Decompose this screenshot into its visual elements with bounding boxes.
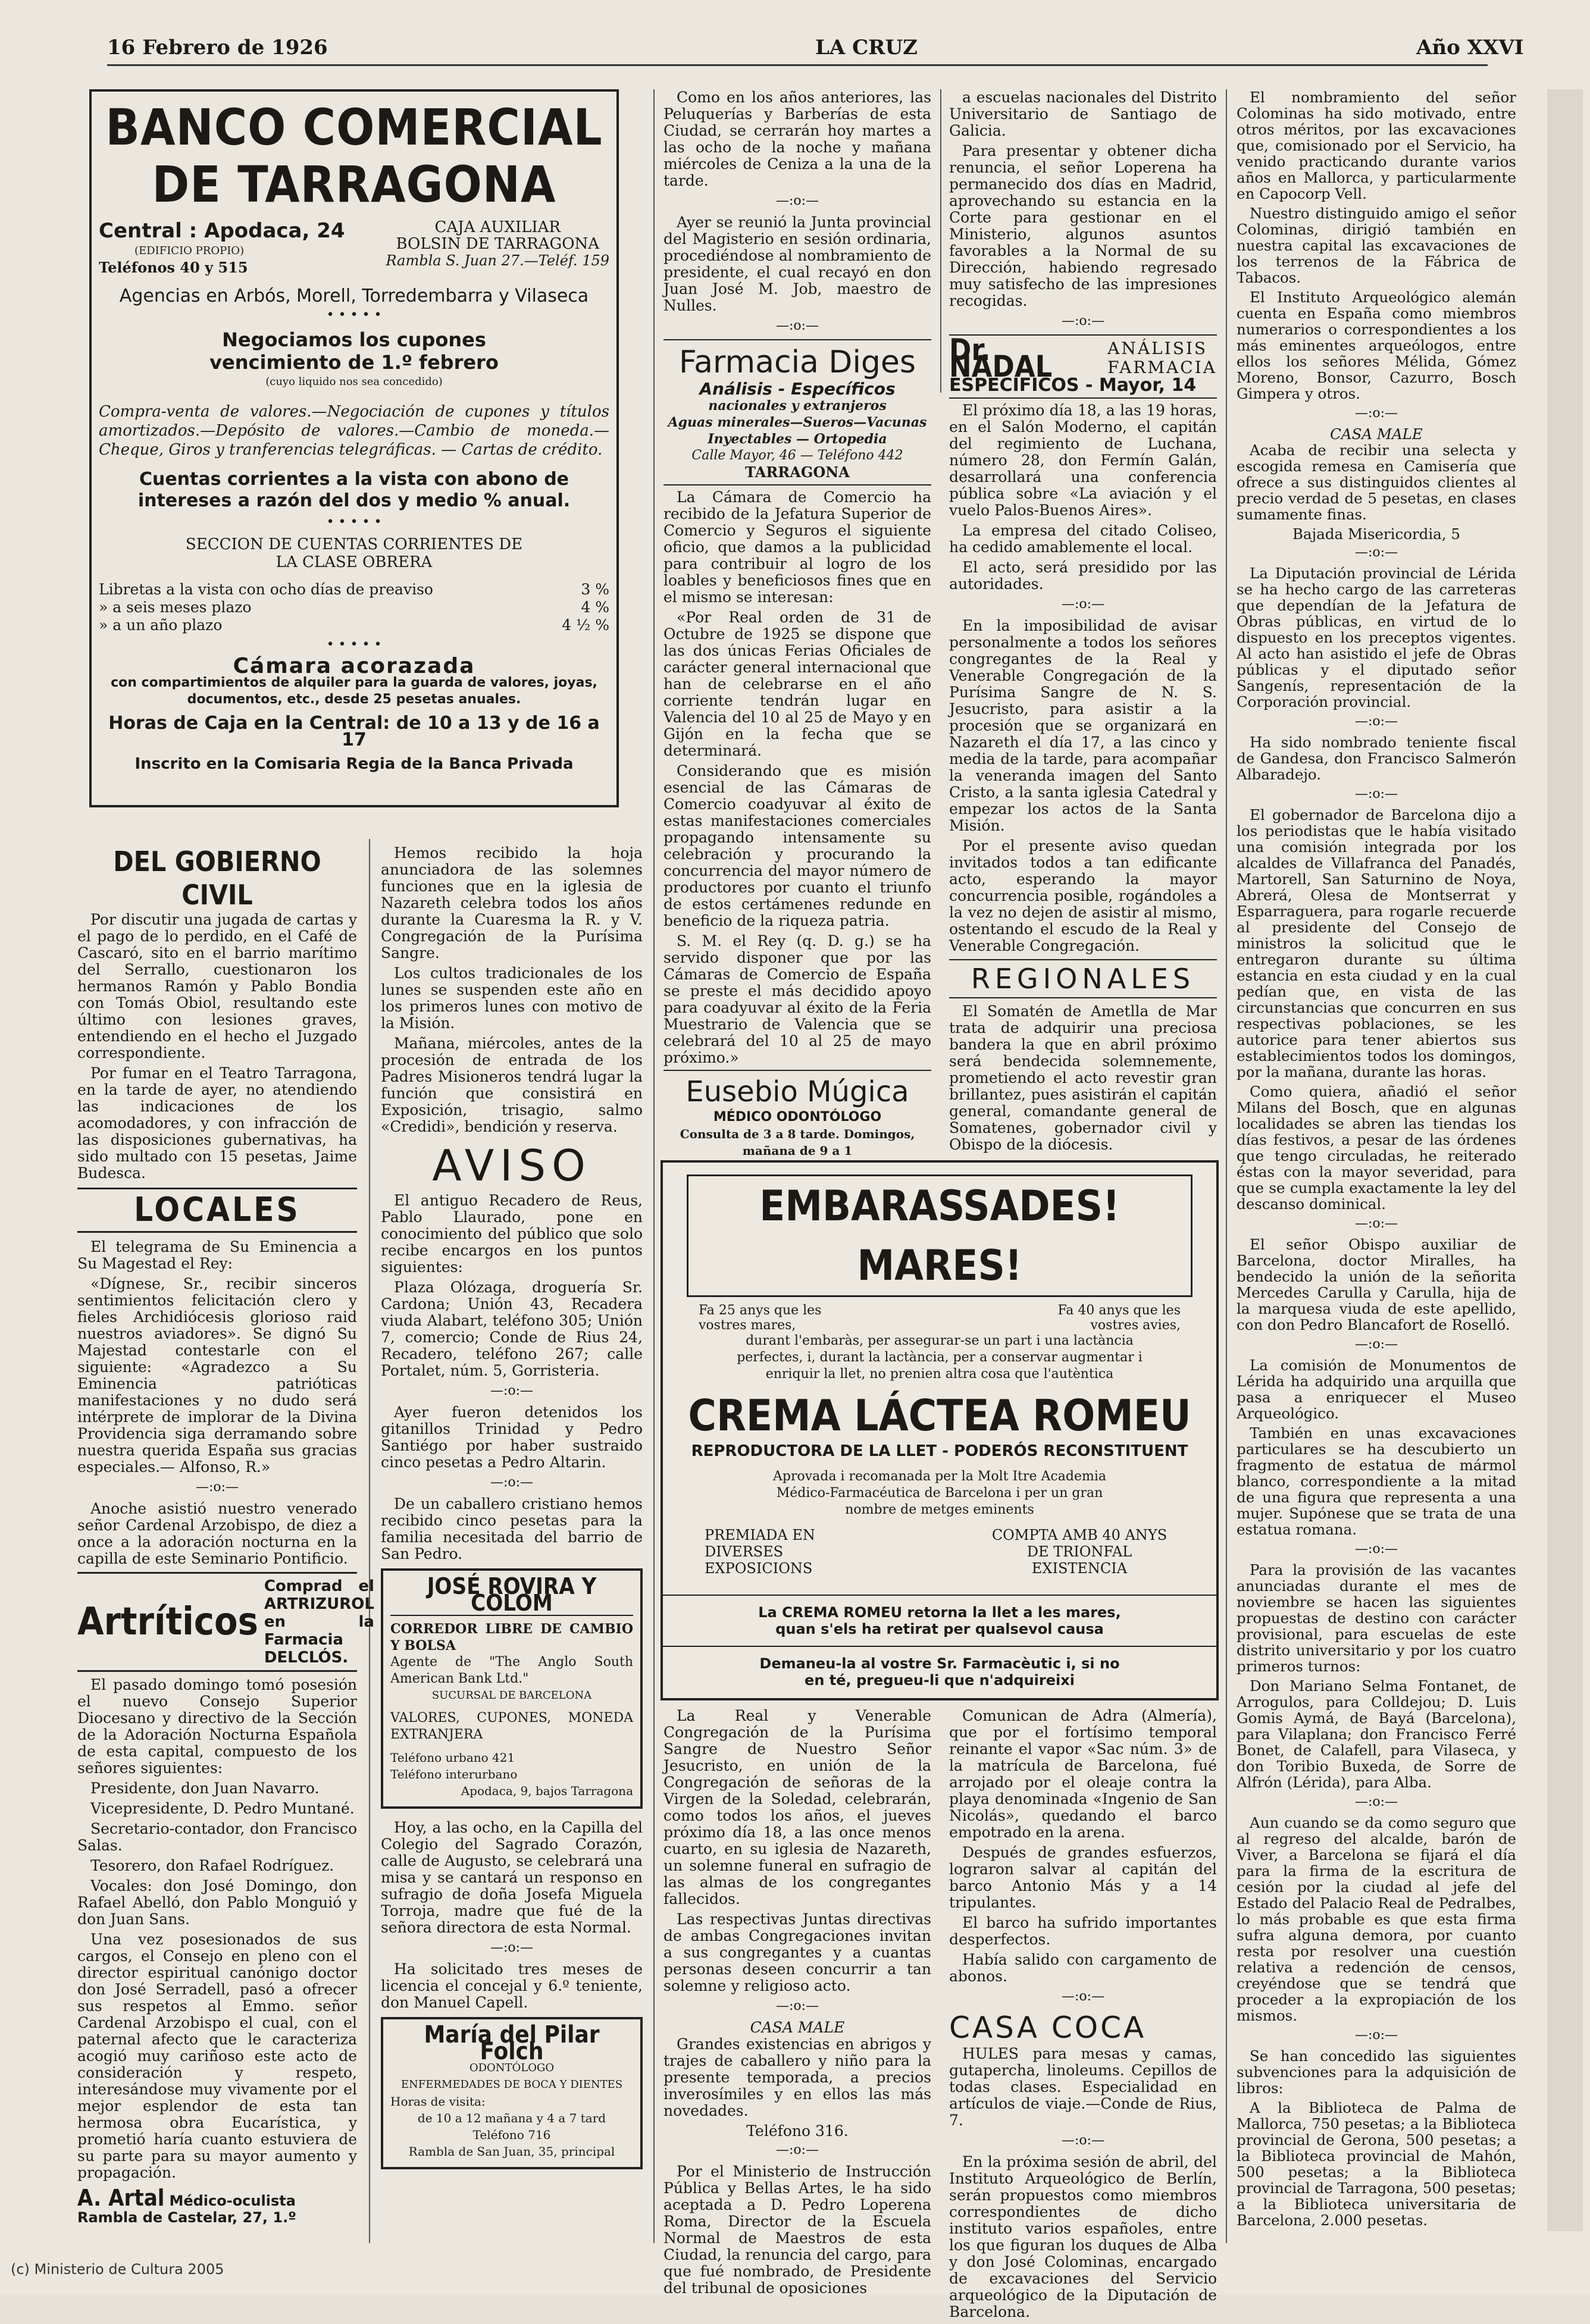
- crema-demaneu: Demaneu-la al vostre Sr. Farmacèutic i, si no en té, pregueu-li que n'adquireixi: [663, 1646, 1216, 1697]
- mugica-line1: MÉDICO ODONTÓLOGO: [713, 1110, 882, 1125]
- pilar-line6: Rambla de San Juan, 35, principal: [408, 2144, 615, 2159]
- col2-p8: Hoy, a las ocho, en la Capilla del Colegio del Sagrado Corazón, calle de Augusto, se celebrará una misa y se cantará un responso en sufragio de doña Josefa Miguela Torroja, madre que fué de la señora directora de esta Normal.: [381, 1819, 643, 1936]
- col3-p4: «Por Real orden de 31 de Octubre de 1925 se dispone que las dos únicas Ferias Oficiales de carácter general internacional que han de celebrarse en el año corriente tendrán lugar en Valencia del 10 al 25 de Mayo y en Gijón en la fecha que se determinará.: [663, 609, 931, 759]
- crema-subtitle: REPRODUCTORA DE LA LLET - PODERÓS RECONSTITUENT: [691, 1442, 1188, 1460]
- col5-p12: Para la provisión de las vacantes anunciadas durante el mes de noviembre se hacen las siguientes propuestas de destino con carácter provisional, para escuelas de este distrito universitario y por los cuatro primeros turnos:: [1237, 1561, 1516, 1675]
- casa-male-heading: CASA MALE: [750, 2019, 845, 2036]
- locales-p3: Anoche asistió nuestro venerado señor Cardenal Arzobispo, de diez a once a la adoración nocturna en la capilla de este Seminario Pontificio.: [77, 1500, 357, 1567]
- bank-ad: BANCO COMERCIAL DE TARRAGONA Central : Apodaca, 24 (EDIFICIO PROPIO) Teléfonos 40 y 515 CAJA AUXILIAR BOLSIN DE TARRAGONA Rambla S. Juan 27.—Teléf. 159 Agencias en Arbós, Morell, Torredembarra y Vilaseca • • • • • Negociamos los cupones vencimiento de 1.º febrero (cuyo liquido nos sea concedido) Compra-venta de valores.—Negociación de cupones y títulos amortizados.—Depósito de valores.—Cambio de moneda.—Cheque, Giros y tranferencias telegráficas. — Cartas de crédito. Cuentas corrientes a la vista con abono de intereses a razón del dos y medio % anual. • • • • • SECCION DE CUENTAS CORRIENTES DE LA CLASE OBRERA Libretas a la vista con ocho días de preaviso 3 % » a seis meses plazo 4 % » a un año plazo 4 ½ % • • • • • Cámara acorazada con compartimientos de alquiler para la guarda de valores, joyas, documentos, etc., desde 25 pesetas anuales. Horas de Caja en la Central: de 10 a 13 y de 16 a 17 Inscrito en la Comisaria Regia de la Banca Privada: [89, 89, 619, 818]
- artriticos-title: Artríticos: [77, 1600, 258, 1644]
- nadal-line3: ESPECÍFICOS - Mayor, 14: [949, 375, 1197, 396]
- col4-p1: a escuelas nacionales del Distrito Universitario de Santiago de Galicia.: [949, 89, 1217, 139]
- consejo-p3: Vicepresidente, D. Pedro Muntané.: [90, 1800, 355, 1817]
- col3-p5: Considerando que es misión esencial de las Cámaras de Comercio coadyuvar al éxito de estas manifestaciones comerciales propagando intensamente su celebración y procurando la concurrencia del mayor número de productores por cuanto el triunfo de estos certámenes redunde en beneficio de la riqueza patria.: [663, 762, 931, 929]
- casa-coca-title: CASA COCA: [949, 2010, 1147, 2045]
- libreta-seis-meses: » a seis meses plazo: [99, 599, 252, 616]
- bank-operaciones: Compra-venta de valores.—Negociación de cupones y títulos amortizados.—Depósito de valores.—Cambio de moneda.—Cheque, Giros y tranferencias telegráficas. — Cartas de crédito.: [99, 403, 609, 459]
- col4b-p3: El barco ha sufrido importantes desperfectos.: [949, 1914, 1217, 1948]
- col4-p8: El Somatén de Ametlla de Mar trata de adquirir una preciosa bandera la que en abril próximo será bendecida solemnemente, prometiendo el acto revestir gran brillantez, pues asistirán el capitán general, comandante general de Somatenes, gobernador civil y Obispo de la diócesis.: [949, 1003, 1217, 1153]
- locales-p2: «Dígnese, Sr., recibir sinceros sentimientos felicitación clero y fieles Archidiócesis glorioso raid nuestros aviadores». Se dignó Su Majestad contestarle con el siguiente: «Agradezco a Su Eminencia patrióticas manifestaciones y no dudo será intérprete de implorar de la Divina Providencia siga derramando sobre nuestra querida España sus gracias especiales.— Alfonso, R.»: [77, 1275, 357, 1476]
- locales-p1: El telegrama de Su Eminencia a Su Magestad el Rey:: [77, 1238, 357, 1272]
- col2-p7: De un caballero cristiano hemos recibido cinco pesetas para la familia necesitada del barrio de San Pedro.: [381, 1495, 643, 1562]
- col5-p15: Se han concedido las siguientes subvenciones para la adquisición de libros:: [1237, 2047, 1516, 2097]
- crema-right: Fa 40 anys que les vostres avies,: [1057, 1303, 1181, 1333]
- mugica-title: Eusebio Múgica: [686, 1075, 909, 1108]
- rovira-ad: [381, 1568, 643, 1809]
- adjacent-page-edge: [1547, 89, 1583, 2231]
- pilar-ad: [381, 2017, 643, 2169]
- farmacia-diges-title: Farmacia Diges: [679, 344, 916, 380]
- col3b-p2: Las respectivas Juntas directivas de ambas Congregaciones invitan a sus congregantes y a cuantas personas deseen concurrir a tan solemne y religioso acto.: [663, 1910, 931, 1994]
- column-2: Hemos recibido la hoja anunciadora de las solemnes funciones que en la iglesia de Nazareth celebra todos los años durante la Cuaresma la R. y V. Congregación de la Purísima Sangre. Los cultos tradicionales de los lunes se suspenden este año en los primeros lunes con motivo de la Misión. Mañana, miércoles, antes de la procesión de entrada de los Padres Misioneros tendrá lugar la función que consistirá en Exposición, trisagio, salmo «Credidi», bendición y reserva. AVISO El antiguo Recadero de Reus, Pablo Llaurado, pone en conocimiento del público que solo recibe encargos en los puntos siguientes: Plaza Olózaga, droguería Sr. Cardona; Unión 43, Recadera viuda Alabart, teléfono 305; Unión 7, comercio; Conde de Rius 24, Recadero, teléfono 267; calle Portalet, núm. 5, Gorristeria. —:o:— Ayer fueron detenidos los gitanillos Trinidad y Pedro Santiégo por haber sustraido cinco pesetas a Pedro Altarin. —:o:— De un caballero cristiano hemos recibido cinco pesetas para la familia necesitada del barrio de San Pedro. JOSÉ ROVIRA Y COLOM CORREDOR LIBRE DE CAMBIO Y BOLSA Agente de "The Anglo South American Bank Ltd." SUCURSAL DE BARCELONA VALORES, CUPONES, MONEDA EXTRANJERA Teléfono urbano 421 Teléfono interurbano Apodaca, 9, bajos Tarragona Hoy, a las ocho, en la Capilla del Colegio del Sagrado Corazón, calle de Augusto, se celebrará una misa y se cantará un responso en sufragio de doña Josefa Miguela Torroja, madre que fué de la señora directora de esta Normal. —:o:— Ha solicitado tres meses de licencia el concejal y 6.º teniente, don Manuel Capell. María del Pilar Folch ODONTÓLOGO ENFERMEDADES DE BOCA Y DIENTES Horas de visita: de 10 a 12 mañana y 4 a 7 tard Teléfono 716 Rambla de San Juan, 35, principal: [381, 845, 643, 2180]
- col5-p7: El gobernador de Barcelona dijo a los periodistas que le había visitado una comisión integrada por los alcaldes de Villafranca del Panadés, Martorell, San Saturnino de Noya, Abrerá, Olesa de Montserrat y Esparraguera, para rogarle recuerde al presidente del Consejo de ministros la solicitud que le entregaron durante su última estancia en esta ciudad y en la cual pedían que, en vista de las circunstancias que concurren en sus respectivas poblaciones, se les autorice para tener abiertos sus establecimientos todos los domingos, por la mañana, durante las horas.: [1237, 806, 1516, 1080]
- column-divider: [653, 89, 655, 2243]
- nadal-title: Dr. NADAL: [949, 333, 1053, 384]
- col2-p4: El antiguo Recadero de Reus, Pablo Llaurado, pone en conocimiento del público que solo recibe encargos en los puntos siguientes:: [381, 1192, 643, 1276]
- col4-p7: Por el presente aviso quedan invitados todos a tan edificante acto, esperando la mayor concurrencia posible, rogándoles a la vez no dejen de asistir al mismo, ostentando el escudo de la Real y Venerable Congregación.: [949, 837, 1217, 954]
- libreta-seis-meses-rate: 4 %: [581, 599, 609, 616]
- crema-premiada: PREMIADA EN DIVERSES EXPOSICIONS: [705, 1527, 815, 1577]
- bank-cupones: Negociamos los cupones vencimiento de 1.º febrero: [209, 328, 499, 374]
- header-date: 16 Febrero de 1926: [107, 36, 328, 59]
- bank-central: Central : Apodaca, 24: [99, 219, 345, 243]
- bank-cuentas: Cuentas corrientes a la vista con abono de intereses a razón del dos y medio % anual.: [137, 469, 571, 511]
- locales-heading: LOCALES: [134, 1191, 301, 1229]
- col5-p10: La comisión de Monumentos de Lérida ha adquirido una arquilla que pasa a enriquecer el Museo Arqueológico.: [1237, 1357, 1516, 1422]
- column-4-lower: Comunican de Adra (Almería), que por el fortísimo temporal reinante el vapor «Sac núm. 3» de la matrícula de Barcelona, fué arrojado por el oleaje contra la playa denominada «Ingenio de San Nicolás», quedando el barco empotrado en la arena. Después de grandes esfuerzos, lograron salvar al capitán del barco Antonio Más y a 14 tripulantes. El barco ha sufrido importantes desperfectos. Había salido con cargamento de abonos. —:o:— CASA COCA HULES para mesas y camas, gutapercha, linoleums. Cepillos de todas clases. Especialidad en artículos de viaje.—Conde de Rius, 7. —:o:— En la próxima sesión de abril, del Instituto Arqueológico de Berlín, serán propuestos como miembros correspondientes de dicho instituto varios españoles, entre los que figuran los duques de Alba y don José Colominas, encargado de excavaciones del Servicio arqueológico de la Diputación de Barcelona.: [949, 1707, 1217, 2320]
- col3-p2: Ayer se reunió la Junta provincial del Magisterio en sesión ordinaria, procediéndose al nombramiento de presidente, el cual recayó en don Juan José M. Job, maestro de Nulles.: [663, 214, 931, 314]
- col3-p1: Como en los años anteriores, las Peluquerías y Barberías de esta Ciudad, se cerrarán hoy martes a las ocho de la noche y mañana miércoles de Ceniza a la una de la tarde.: [663, 89, 931, 189]
- col5-p11: También en unas excavaciones particulares se ha descubierto un fragmento de estatua de mármol blanco, correspondiente a la mitad de una figura que representa a una mujer. Supónese que se trata de una estatua romana.: [1237, 1424, 1516, 1538]
- col3b-telefono: Teléfono 316.: [746, 2122, 849, 2140]
- column-4: a escuelas nacionales del Distrito Universitario de Santiago de Galicia. Para presentar y obtener dicha renuncia, el señor Loperena ha permanecido dos días en Madrid, aprovechando su estancia en la Corte para gestionar en el Ministerio, algunos asuntos favorables a la Normal de su Dirección, habiendo regresado muy satisfecho de las impresiones recogidas. —:o:— Dr. NADAL ANÁLISIS FARMACIA ESPECÍFICOS - Mayor, 14 El próximo día 18, a las 19 horas, en el Salón Moderno, el capitán del regimiento de Luchana, número 28, don Fermín Galán, desarrollará una conferencia pública sobre «La aviación y el vuelo Palos-Buenos Aires». La empresa del citado Coliseo, ha cedido amablemente el local. El acto, será presidido por las autoridades. —:o:— En la imposibilidad de avisar personalmente a todos los señores congregantes de la Real y Venerable Congregación de la Purísima Sangre de N. S. Jesucristo, para asistir a la procesión que se organizará en Nazareth el día 17, a las cinco y media de la tarde, para acompañar la veneranda imagen del Santo Cristo, a la santa iglesia Catedral y empezar los actos de la Santa Misión. Por el presente aviso quedan invitados todos a tan edificante acto, esperando la mayor concurrencia posible, rogándoles a la vez no dejen de asistir al mismo, ostentando el escudo de la Real y Venerable Congregación. REGIONALES El Somatén de Ametlla de Mar trata de adquirir una preciosa bandera la que en abril próximo será bendecida solemnemente, prometiendo el acto revestir gran brillantez, pues asistirán el capitán general, comandante general de Somatenes, gobernador civil y Obispo de la diócesis.: [949, 89, 1217, 1153]
- artal-address: Rambla de Castelar, 27, 1.º: [77, 2209, 296, 2226]
- crema-left: Fa 25 anys que les vostres mares,: [699, 1303, 822, 1333]
- col2-p5: Plaza Olózaga, droguería Sr. Cardona; Unión 43, Recadera viuda Alabart, teléfono 305; Unión 7, comercio; Conde de Rius 24, Recadero, teléfono 267; calle Portalet, núm. 5, Gorristeria.: [381, 1279, 643, 1379]
- crema-compta: COMPTA AMB 40 ANYS DE TRIONFAL EXISTENCIA: [991, 1527, 1168, 1577]
- bank-cupones-note: (cuyo liquido nos sea concedido): [265, 375, 443, 388]
- separator: —:o:—: [195, 1480, 239, 1495]
- col5-p1: El nombramiento del señor Colominas ha sido motivado, entre otros méritos, por las excavaciones que, comisionado por el Servicio, ha venido practicando durante varios años en Mallorca, y particularmente en Capocorp Vell.: [1237, 89, 1516, 202]
- casa-coca-text: HULES para mesas y camas, gutapercha, linoleums. Cepillos de todas clases. Especialidad en artículos de viaje.—Conde de Rius, 7.: [949, 2045, 1217, 2129]
- col4-p3: El próximo día 18, a las 19 horas, en el Salón Moderno, el capitán del regimiento de Luchana, número 28, don Fermín Galán, desarrollará una conferencia pública sobre «La aviación y el vuelo Palos-Buenos Aires».: [949, 402, 1217, 519]
- rovira-line4: VALORES, CUPONES, MONEDA EXTRANJERA: [390, 1711, 633, 1742]
- col3-p6: S. M. el Rey (q. D. g.) se ha servido disponer que por las Cámaras de Comercio de España se preste el más decidido apoyo para coadyuvar al éxito de la Feria Muestrario de Valencia que se celebrará del 10 al 25 de mayo próximo.»: [663, 932, 931, 1066]
- bank-horas: Horas de Caja en la Central: de 10 a 13 y de 16 a 17: [108, 713, 600, 750]
- col5-p13: Don Mariano Selma Fontanet, de Arrogulos, para Colldejou; D. Luis Gomis Aymá, de Bayá (Barcelona), para Vilaplana; don Francisco Ferré Bonet, de Calafell, para Vilaseca, y don Toribio Buxeda, de Sorre de Alfrón (Lérida), para Alba.: [1237, 1677, 1516, 1791]
- libreta-vista-rate: 3 %: [581, 581, 609, 598]
- farmacia-line2: nacionales y extranjeros: [708, 398, 887, 414]
- mugica-line2: Consulta de 3 a 8 tarde. Domingos, mañana de 9 a 1: [680, 1127, 915, 1158]
- bank-caja2: BOLSIN DE TARRAGONA: [396, 235, 600, 253]
- column-divider: [940, 89, 941, 393]
- column-divider: [369, 839, 370, 2243]
- farmacia-line1: Análisis - Específicos: [699, 379, 896, 399]
- col2-p2: Los cultos tradicionales de los lunes se suspenden este año en los primeros lunes con motivo de la Misión.: [381, 964, 643, 1032]
- gobierno-heading: DEL GOBIERNO CIVIL: [113, 845, 321, 911]
- consejo-p6: Vocales: don José Domingo, don Rafael Abelló, don Pablo Monguió y don Juan Sans.: [77, 1877, 357, 1928]
- col5-bajada: Bajada Misericordia, 5: [1292, 525, 1460, 543]
- col4-p2: Para presentar y obtener dicha renuncia, el señor Loperena ha permanecido dos días en Madrid, aprovechando su estancia en la Corte para gestionar en el Ministerio, algunos asuntos favorables a la Normal de su Dirección, habiendo regresado muy satisfecho de las impresiones recogidas.: [949, 142, 1217, 309]
- col5-p6: Ha sido nombrado teniente fiscal de Gandesa, don Francisco Salmerón Albaradejo.: [1237, 734, 1516, 783]
- col4-p4: La empresa del citado Coliseo, ha cedido amablemente el local.: [949, 522, 1217, 556]
- col4b-p1: Comunican de Adra (Almería), que por el fortísimo temporal reinante el vapor «Sac núm. 3» de la matrícula de Barcelona, fué arrojado por el oleaje contra la playa denominada «Ingenio de San Nicolás», quedando el barco empotrado en la arena.: [949, 1707, 1217, 1841]
- col2-p6: Ayer fueron detenidos los gitanillos Trinidad y Pedro Santiégo por haber sustraido cinco pesetas a Pedro Altarin.: [381, 1404, 643, 1471]
- bank-edificio: (EDIFICIO PROPIO): [134, 245, 245, 257]
- rovira-line3: SUCURSAL DE BARCELONA: [431, 1689, 592, 1702]
- col5-p4: Acaba de recibir una selecta y escogida remesa en Camisería que ofrece a sus distinguidos clientes al precio verdad de 5 pesetas, en clases sumamente finas.: [1237, 441, 1516, 523]
- rovira-line5: Teléfono urbano 421: [390, 1750, 515, 1765]
- consejo-p5: Tesorero, don Rafael Rodríguez.: [90, 1857, 334, 1874]
- libreta-vista: Libretas a la vista con ocho días de preaviso: [99, 581, 433, 598]
- artriticos-text: Comprad el ARTRIZUROL en la Farmacia DELCLÓS.: [264, 1577, 374, 1667]
- col5-p16: A la Biblioteca de Palma de Mallorca, 750 pesetas; a la Biblioteca provincial de Gerona, 500 pesetas; a la Biblioteca provincial de Mahón, 500 pesetas; a la Biblioteca provincial de Tarragona, 500 pesetas; a la Biblioteca universitaria de Barcelona, 2.000 pesetas.: [1237, 2099, 1516, 2229]
- col5-p3: El Instituto Arqueológico alemán cuenta en España como miembros numerarios o correspondientes a los más eminentes arqueólogos, entre ellos los señores Mélida, Gómez Moreno, Bonsor, Cazurro, Bosch Gimpera y otros.: [1237, 289, 1516, 402]
- col4b-p4: Había salido con cargamento de abonos.: [949, 1951, 1217, 1985]
- header-rule: [107, 64, 1488, 66]
- crema-retorna: La CREMA ROMEU retorna la llet a les mares, quan s'els ha retirat per qualsevol causa: [663, 1595, 1216, 1646]
- rovira-title: JOSÉ ROVIRA Y COLOM: [390, 1578, 633, 1616]
- crema-headline: EMBARASSADES! MARES!: [687, 1174, 1192, 1297]
- farmacia-line3: Aguas minerales—Sueros—Vacunas Inyectables — Ortopedia: [668, 415, 927, 447]
- column-divider: [1226, 89, 1227, 2243]
- pilar-line2: ENFERMEDADES DE BOCA Y DIENTES: [400, 2078, 623, 2091]
- artal-name: A. Artal: [77, 2185, 165, 2211]
- col3b-p3: Grandes existencias en abrigos y trajes de caballero y niño para la presente temporada, a precios inverosímiles y en ellos las más novedades.: [663, 2035, 931, 2119]
- rovira-line2: Agente de "The Anglo South American Bank Ltd.": [390, 1655, 633, 1686]
- col5-p8: Como quiera, añadió el señor Milans del Bosch, que en algunas localidades se abren las tiendas los días festivos, a pesar de las órdenes que tengo circuladas, he reiterado éstas con la mayor severidad, para que se cumpla exactamente la ley del descanso dominical.: [1237, 1083, 1516, 1213]
- rovira-line1: CORREDOR LIBRE DE CAMBIO Y BOLSA: [390, 1621, 633, 1653]
- crema-aprovada: Aprovada i recomanada per la Molt Itre Academia Médico-Farmacéutica de Barcelona i per un gran nombre de metges eminents: [773, 1469, 1106, 1517]
- farmacia-line5: TARRAGONA: [745, 463, 850, 481]
- nadal-line2: FARMACIA: [1107, 358, 1217, 377]
- bank-inscrito: Inscrito en la Comisaria Regia de la Banca Privada: [134, 755, 574, 773]
- col5-p9: El señor Obispo auxiliar de Barcelona, doctor Miralles, ha bendecido la unión de la señorita Mercedes Carulla y Carulla, hija de la marquesa viuda de este apellido, con don Pedro Blancafort de Roselló.: [1237, 1236, 1516, 1333]
- col4b-p2: Después de grandes esfuerzos, lograron salvar al capitán del barco Antonio Más y a 14 tripulantes.: [949, 1844, 1217, 1911]
- col3b-p4: Por el Ministerio de Instrucción Pública y Bellas Artes, le ha sido aceptada a D. Pedro Loperena Roma, Director de la Escuela Normal de Maestros de esta Ciudad, la renuncia del cargo, para que fué nombrado, de Presidente del tribunal de oposiciones: [663, 2163, 931, 2297]
- artal-title: Médico-oculista: [169, 2193, 296, 2209]
- col5-p2: Nuestro distinguido amigo el señor Colominas, dirigió también en nuestra capital las excavaciones de los terrenos de la Fábrica de Tabacos.: [1237, 205, 1516, 286]
- gobierno-p1: Por discutir una jugada de cartas y el pago de lo perdido, en el Café de Cascaró, sito en el barrio marítimo del Serrallo, cuestionaron los hermanos Ramón y Pablo Bondia con Tomás Obiol, resultando este último con lesiones graves, entendiendo en el hecho el Juzgado correspondiente.: [77, 911, 357, 1061]
- bank-caja1: CAJA AUXILIAR: [434, 218, 561, 236]
- header-year: Año XXVI: [1416, 36, 1524, 59]
- bank-camara: Cámara acorazada: [233, 654, 475, 678]
- consejo-p2: Presidente, don Juan Navarro.: [90, 1780, 320, 1797]
- column-5: El nombramiento del señor Colominas ha sido motivado, entre otros méritos, por las excavaciones que, comisionado por el Servicio, ha venido practicando durante varios años en Mallorca, y particularmente en Capocorp Vell. Nuestro distinguido amigo el señor Colominas, dirigió también en nuestra capital las excavaciones de los terrenos de la Fábrica de Tabacos. El Instituto Arqueológico alemán cuenta en España como miembros numerarios o correspondientes a los más eminentes arqueólogos, entre ellos los señores Mélida, Gómez Moreno, Bonsor, Cazurro, Bosch Gimpera y otros. —:o:— CASA MALE Acaba de recibir una selecta y escogida remesa en Camisería que ofrece a sus distinguidos clientes al precio verdad de 5 pesetas, en clases sumamente finas. Bajada Misericordia, 5 —:o:— La Diputación provincial de Lérida se ha hecho cargo de las carreteras que dependían de la Jefatura de Obras públicas, en virtud de lo dispuesto en los preceptos vigentes. Al acto han asistido el jefe de Obras públicas y el diputado señor Sangenís, representación de la Corporación provincial. —:o:— Ha sido nombrado teniente fiscal de Gandesa, don Francisco Salmerón Albaradejo. —:o:— El gobernador de Barcelona dijo a los periodistas que le había visitado una comisión integrada por los alcaldes de Villafranca del Panadés, Martorell, San Saturnino de Noya, Abrerá, Olesa de Montserrat y Esparraguera, para rogarle recuerde al presidente del Consejo de ministros la solicitud que le entregaron durante su última estancia en esta ciudad y en la cual pedían que, en vista de las circunstancias que concurren en sus respectivas poblaciones, se les autorice para tener abiertos sus establecimientos todos los domingos, por la mañana, durante las horas. Como quiera, añadió el señor Milans del Bosch, que en algunas localidades se abren las tiendas los días festivos, a pesar de las órdenes que tengo circuladas, he reiterado éstas con la mayor severidad, para que se cumpla exactamente la ley del descanso dominical. —:o:— El señor Obispo auxiliar de Barcelona, doctor Miralles, ha bendecido la unión de la señorita Mercedes Carulla y Carulla, hija de la marquesa viuda de este apellido, con don Pedro Blancafort de Roselló. —:o:— La comisión de Monumentos de Lérida ha adquirido una arquilla que pasa a enriquecer el Museo Arqueológico. También en unas excavaciones particulares se ha descubierto un fragmento de estatua de mármol blanco, correspondiente a la mitad de una figura que representa a una mujer. Supónese que se trata de una estatua romana. —:o:— Para la provisión de las vacantes anunciadas durante el mes de noviembre se hacen las siguientes propuestas de destino con carácter provisional, para escuelas de este distrito universitario y por los cuatro primeros turnos: Don Mariano Selma Fontanet, de Arrogulos, para Colldejou; D. Luis Gomis Aymá, de Bayá (Barcelona), para Vilaplana; don Francisco Ferré Bonet, de Calafell, para Vilaseca, y don Toribio Buxeda, de Sorre de Alfrón (Lérida), para Alba. —:o:— Aun cuando se da como seguro que al regreso del alcalde, barón de Viver, a Barcelona se fijará el día para la firma de la escritura de cesión por la ciudad al jefe del Estado del Palacio Real de Pedralbes, lo más probable es que esta firma sufra alguna demora, por cuanto resta por resolver una cuestión relativa a redención de censos, creyéndose que se tendrá que proceder a la expropiación de los mismos. —:o:— Se han concedido las siguientes subvenciones para la adquisición de libros: A la Biblioteca de Palma de Mallorca, 750 pesetas; a la Biblioteca provincial de Gerona, 500 pesetas; a la Biblioteca provincial de Mahón, 500 pesetas; a la Biblioteca provincial de Tarragona, 500 pesetas; a la Biblioteca universitaria de Barcelona, 2.000 pesetas.: [1237, 89, 1516, 2229]
- crema-romeu-ad: [661, 1160, 1219, 1700]
- libreta-un-ano: » a un año plazo: [99, 616, 223, 634]
- copyright-footer: (c) Ministerio de Cultura 2005: [11, 2261, 224, 2278]
- pilar-line3: Horas de visita:: [390, 2094, 486, 2109]
- col4b-p5: En la próxima sesión de abril, del Instituto Arqueológico de Berlín, serán propuestos como miembros correspondientes de dicho instituto varios españoles, entre los que figuran los duques de Alba y don José Colominas, encargado de excavaciones del Servicio arqueológico de la Diputación de Barcelona.: [949, 2153, 1217, 2320]
- bank-camara-desc: con compartimientos de alquiler para la guarda de valores, joyas, documentos, etc., desde 25 pesetas anuales.: [111, 675, 597, 707]
- bank-caja3: Rambla S. Juan 27.—Teléf. 159: [386, 252, 609, 269]
- bank-agencias: Agencias en Arbós, Morell, Torredembarra y Vilaseca: [119, 286, 589, 306]
- regionales-heading: REGIONALES: [949, 959, 1217, 998]
- pilar-line4: de 10 a 12 mañana y 4 a 7 tard: [417, 2111, 606, 2125]
- col3b-p1: La Real y Venerable Congregación de la Purísima Sangre de Nuestro Señor Jesucristo, en unión de la Congregación de señoras de la Virgen de la Soledad, celebrarán, como todos los años, el jueves próximo día 18, a las once menos cuarto, en su iglesia de Nazareth, un solemne funeral en sufragio de las almas de los congregantes fallecidos.: [663, 1707, 931, 1908]
- consejo-p1: El pasado domingo tomó posesión el nuevo Consejo Superior Diocesano y directivo de la Sección de la Adoración Nocturna Española de esta capital, compuesto de los señores siguientes:: [77, 1676, 357, 1777]
- pilar-title: María del Pilar Folch: [424, 2021, 600, 2065]
- crema-title: CREMA LÁCTEA ROMEU: [688, 1390, 1191, 1440]
- consejo-p4: Secretario-contador, don Francisco Salas.: [77, 1820, 357, 1854]
- col2-p1: Hemos recibido la hoja anunciadora de las solemnes funciones que en la iglesia de Nazareth celebra todos los años durante la Cuaresma la R. y V. Congregación de la Purísima Sangre.: [381, 844, 643, 961]
- column-3-lower: La Real y Venerable Congregación de la Purísima Sangre de Nuestro Señor Jesucristo, en unión de la Congregación de señoras de la Virgen de la Soledad, celebrarán, como todos los años, el jueves próximo día 18, a las once menos cuarto, en su iglesia de Nazareth, un solemne funeral en sufragio de las almas de los congregantes fallecidos. Las respectivas Juntas directivas de ambas Congregaciones invitan a sus congregantes y a cuantas personas deseen concurrir a tan solemne y religioso acto. —:o:— CASA MALE Grandes existencias en abrigos y trajes de caballero y niño para la presente temporada, a precios inverosímiles y en ellos las más novedades. Teléfono 316. —:o:— Por el Ministerio de Instrucción Pública y Bellas Artes, le ha sido aceptada a D. Pedro Loperena Roma, Director de la Escuela Normal de Maestros de esta Ciudad, la renuncia del cargo, para que fué nombrado, de Presidente del tribunal de oposiciones: [663, 1707, 931, 2297]
- casa-male-2-heading: CASA MALE: [1330, 425, 1423, 443]
- gobierno-p2: Por fumar en el Teatro Tarragona, en la tarde de ayer, no atendiendo las indicaciones de los acomodadores, y con infracción de las disposiciones gubernativas, ha sido multado con 15 pesetas, Jaime Budesca.: [77, 1064, 357, 1182]
- bank-seccion: SECCION DE CUENTAS CORRIENTES DE LA CLASE OBRERA: [185, 535, 523, 571]
- header-paper-title: LA CRUZ: [815, 36, 918, 59]
- aviso-heading: AVISO: [432, 1141, 591, 1191]
- pilar-line1: ODONTÓLOGO: [469, 2062, 555, 2074]
- nadal-line1: ANÁLISIS: [1107, 339, 1208, 358]
- column-1: [77, 845, 374, 2226]
- col2-p3: Mañana, miércoles, antes de la procesión de entrada de los Padres Misioneros tendrá lugar la función que consistirá en Exposición, trisagio, salmo «Credidi», bendición y reserva.: [381, 1035, 643, 1135]
- bank-telefonos: Teléfonos 40 y 515: [99, 259, 248, 276]
- col2-p9: Ha solicitado tres meses de licencia el concejal y 6.º teniente, don Manuel Capell.: [381, 1960, 643, 2011]
- bank-title: BANCO COMERCIAL DE TARRAGONA: [105, 98, 603, 214]
- libreta-un-ano-rate: 4 ½ %: [562, 616, 609, 634]
- col5-p14: Aun cuando se da como seguro que al regreso del alcalde, barón de Viver, a Barcelona se fijará el día para la firma de la escritura de cesión por la ciudad al jefe del Estado del Palacio Real de Pedralbes, lo más probable es que esta firma sufra alguna demora, por cuanto resta por resolver una cuestión relativa a redención de censos, creyéndose que se tendrá que proceder a la expropiación de los mismos.: [1237, 1814, 1516, 2024]
- crema-mid: durant l'embaràs, per assegurar-se un part i una lactància perfectes, i, durant la lactància, per a conservar augmentar i enriquir la llet, no prenien altra cosa que l'autèntica: [737, 1333, 1143, 1382]
- col5-p5: La Diputación provincial de Lérida se ha hecho cargo de las carreteras que dependían de la Jefatura de Obras públicas, en virtud de lo dispuesto en los preceptos vigentes. Al acto han asistido el jefe de Obras públicas y el diputado señor Sangenís, representación de la Corporación provincial.: [1237, 565, 1516, 710]
- col4-p6: En la imposibilidad de avisar personalmente a todos los señores congregantes de la Real y Venerable Congregación de la Purísima Sangre de N. S. Jesucristo, para asistir a la procesión que se organizará en Nazareth el día 17, a las cinco y media de la tarde, para acompañar la veneranda imagen del Santo Cristo, a la santa iglesia Catedral y empezar los actos de la Santa Misión.: [949, 617, 1217, 834]
- col4-p5: El acto, será presidido por las autoridades.: [949, 559, 1217, 593]
- consejo-p7: Una vez posesionados de sus cargos, el Consejo en pleno con el director espiritual canónigo doctor don José Serradell, pasó a ofrecer sus respetos al Emmo. señor Cardenal Arzobispo el cual, con el paternal afecto que le caracteriza acogió muy cariñoso este acto de consideración y respeto, interesándose muy vivamente por el mejor esplendor de esta tan hermosa obra Eucarística, y prometió haría cuanto estuviera de su parte para su mayor aumento y propagación.: [77, 1931, 357, 2181]
- pilar-line5: Teléfono 716: [472, 2128, 551, 2142]
- col3-p3: La Cámara de Comercio ha recibido de la Jefatura Superior de Comercio y Seguros el siguiente oficio, que damos a la publicidad para contribuir al logro de los loables y beneficiosos fines que en el mismo se interesan:: [663, 488, 931, 606]
- farmacia-line4: Calle Mayor, 46 — Teléfono 442: [691, 448, 903, 463]
- rovira-line7: Apodaca, 9, bajos Tarragona: [461, 1784, 633, 1798]
- rovira-line6: Teléfono interurbano: [390, 1767, 518, 1781]
- column-3: Como en los años anteriores, las Peluquerías y Barberías de esta Ciudad, se cerrarán hoy martes a las ocho de la noche y mañana miércoles de Ceniza a la una de la tarde. —:o:— Ayer se reunió la Junta provincial del Magisterio en sesión ordinaria, procediéndose al nombramiento de presidente, el cual recayó en don Juan José M. Job, maestro de Nulles. —:o:— Farmacia Diges Análisis - Específicos nacionales y extranjeros Aguas minerales—Sueros—Vacunas Inyectables — Ortopedia Calle Mayor, 46 — Teléfono 442 TARRAGONA La Cámara de Comercio ha recibido de la Jefatura Superior de Comercio y Seguros el siguiente oficio, que damos a la publicidad para contribuir al logro de los loables y beneficiosos fines que en el mismo se interesan: «Por Real orden de 31 de Octubre de 1925 se dispone que las dos únicas Ferias Oficiales de carácter general internacional que han de celebrarse en el año corriente tendrán lugar en Valencia del 10 al 25 de Mayo y en Gijón en la fecha que se determinará. Considerando que es misión esencial de las Cámaras de Comercio coadyuvar al éxito de estas manifestaciones comerciales propagando intensamente su celebración y procurando la concurrencia del mayor número de productores por cuanto el triunfo de estos certámenes redunde en beneficio de la riqueza patria. S. M. el Rey (q. D. g.) se ha servido disponer que por las Cámaras de Comercio de España se preste el más decidido apoyo para coadyuvar al éxito de la Feria Muestrario de Valencia que se celebrará del 10 al 25 de mayo próximo.» Eusebio Múgica MÉDICO ODONTÓLOGO Consulta de 3 a 8 tarde. Domingos, mañana de 9 a 1: [663, 89, 931, 1176]
